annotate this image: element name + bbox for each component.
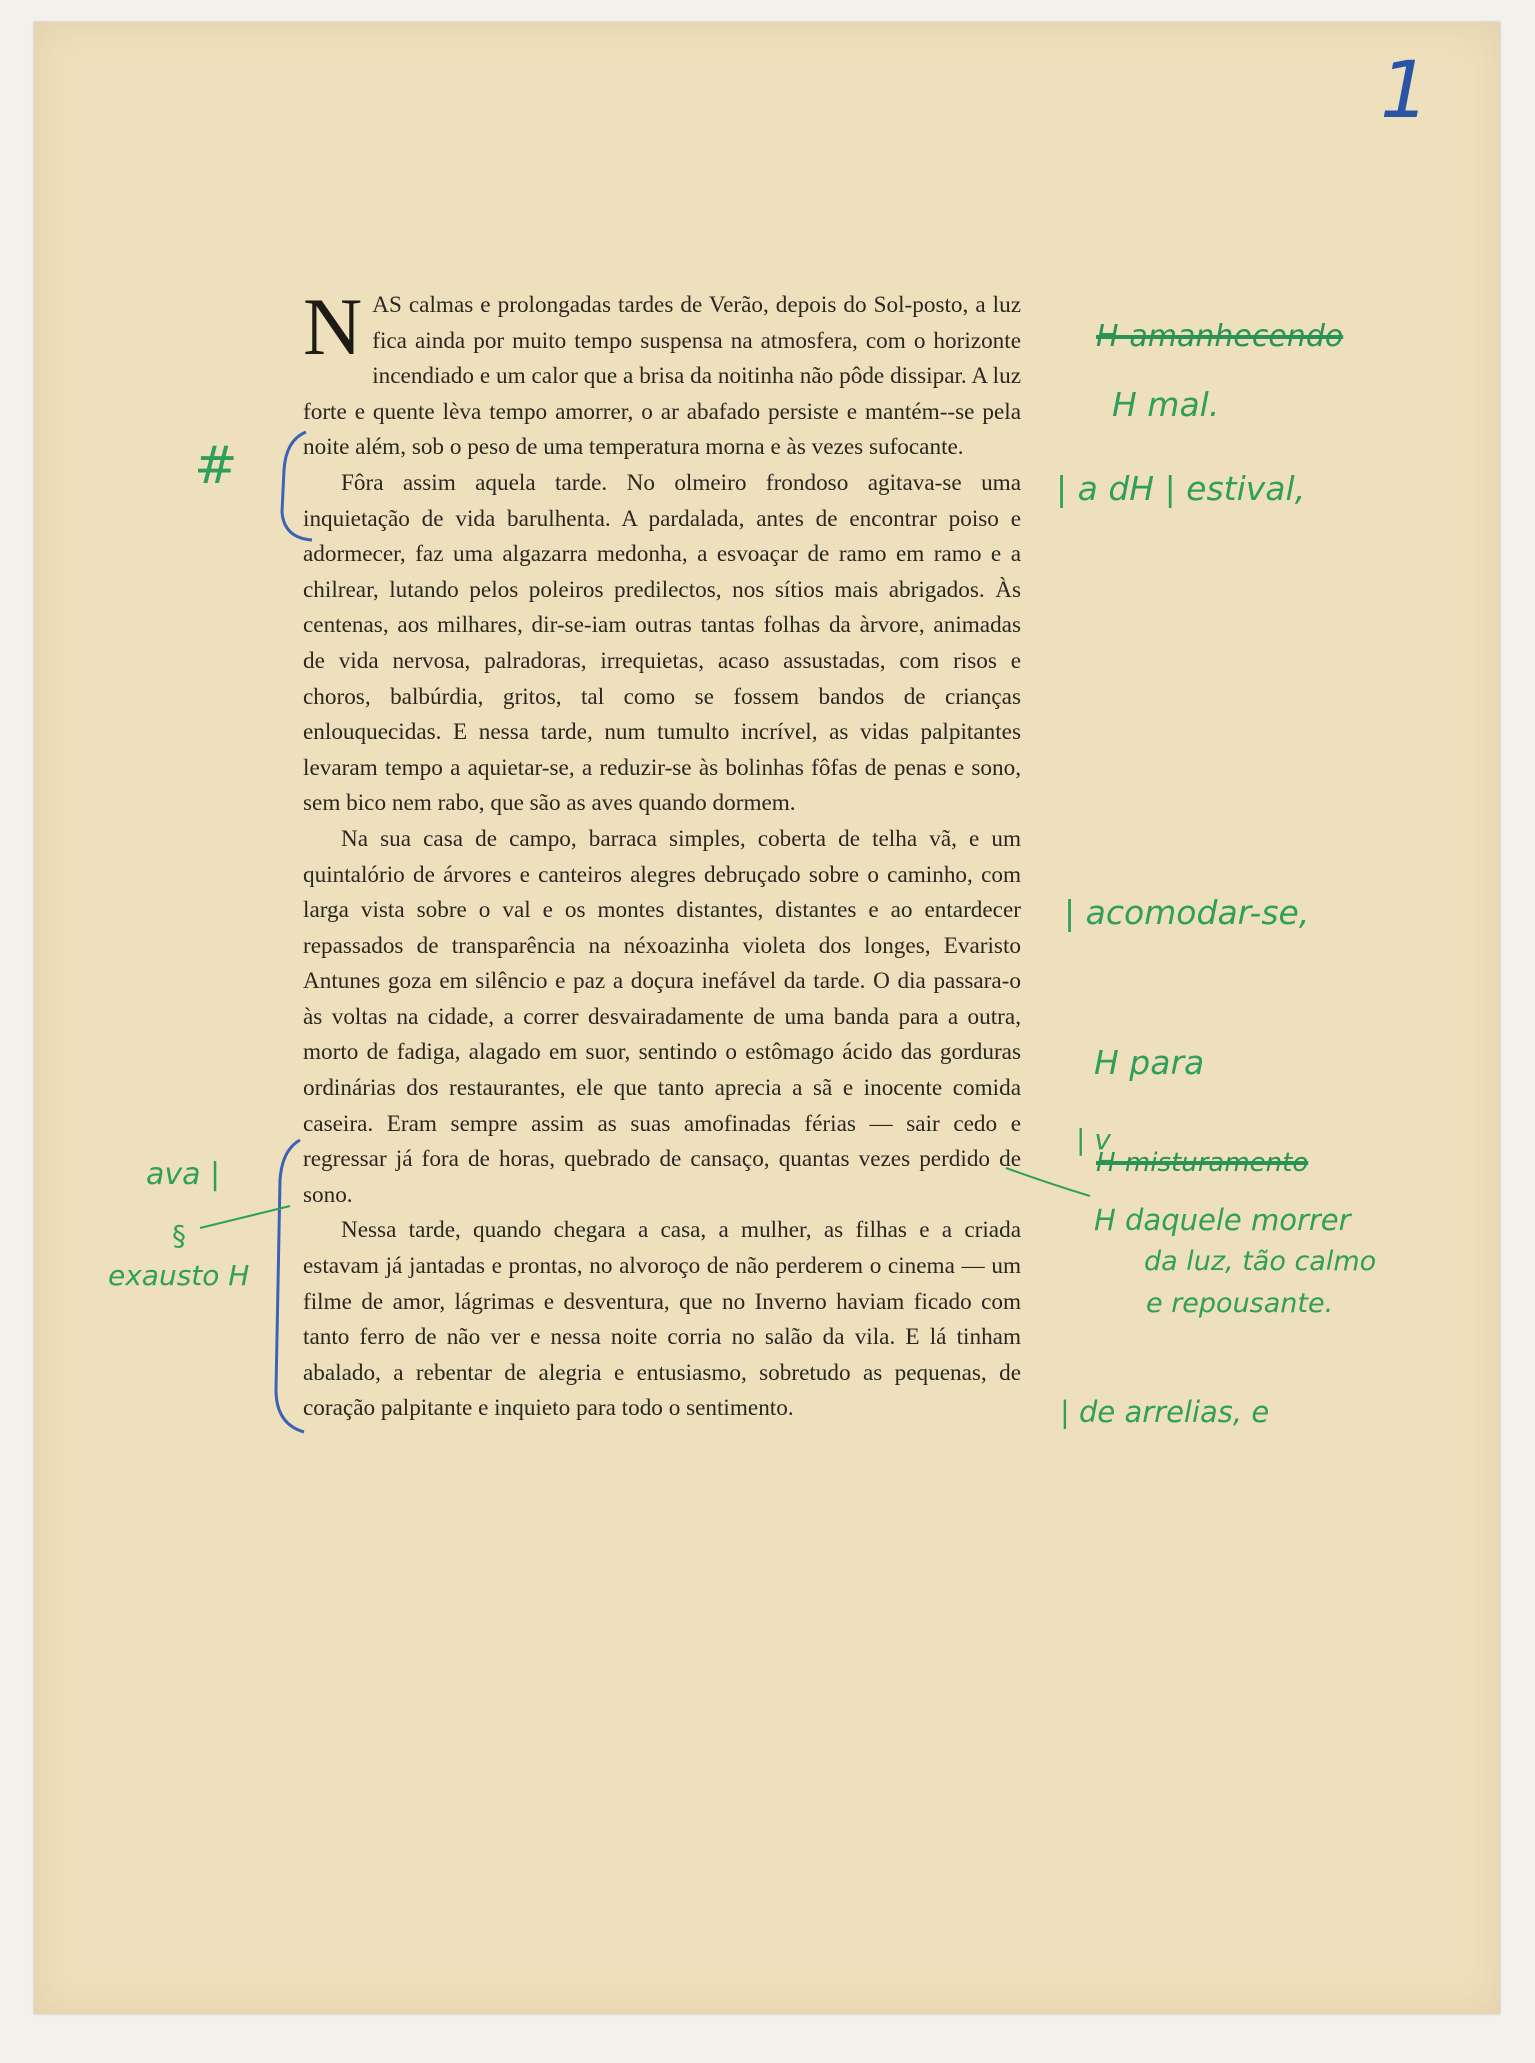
margin-note: H mal. — [1112, 385, 1220, 424]
margin-note-struck: H-misturamento — [1096, 1148, 1309, 1178]
margin-note: | v — [1076, 1123, 1111, 1156]
paragraph-1-text: AS calmas e prolongadas tardes de Verão, depois do Sol-posto, a luz fica ainda por muito tempo suspensa na atmosfera, com o horizonte incendiado e um calor que a brisa da noitinha não pôde dissipar. A luz forte e quente lèva tempo amorrer, o ar abafado persiste e mantém--se pela noite além, sob o peso de uma temperatura morna e às vezes sufocante. — [303, 292, 1021, 461]
margin-note: | de arrelias, e — [1060, 1395, 1270, 1429]
margin-note: e repousante. — [1146, 1288, 1334, 1319]
guide-line — [1006, 1168, 1090, 1196]
bracket-mark — [276, 1140, 304, 1432]
paragraph-4: Nessa tarde, quando chegara a casa, a mulher, as filhas e a criada estavam já jantadas e prontas, no alvoroço de não perderem o cinema — um filme de amor, lágrimas e desventura, que no Inverno haviam ficado com tanto ferro de não ver e nessa noite corria no salão da vila. E lá tinham abalado, a rebentar de alegria e entusiasmo, sobretudo as pequenas, de coração palpitante e inquieto para todo o sentimento. — [303, 1217, 1021, 1422]
margin-note: # — [194, 436, 238, 496]
margin-note-struck: H-amanhecendo — [1096, 319, 1344, 354]
bracket-mark — [282, 432, 312, 540]
paragraph-3: Na sua casa de campo, barraca simples, coberta de telha vã, e um quintalório de árvores e canteiros alegres debruçado sobre o caminho, com larga vista sobre o val e os montes distantes, distantes e ao entardecer repassados de transparência na néxoazinha violeta dos longes, Evaristo Antunes goza em silêncio e paz a doçura inefável da tarde. O dia passara-o às voltas na cidade, a correr desvairadamente de uma banda para a outra, morto de fadiga, alagado em suor, sentindo o estômago ácido das gorduras ordinárias dos restaurantes, ele que tanto aprecia a sã e inocente comida caseira. Eram sempre assim as suas amofinadas férias — sair cedo e regressar já fora de horas, quebrado de cansaço, quantas vezes perdido de sono. — [303, 825, 1021, 1208]
page-number: 1 — [1380, 46, 1430, 136]
guide-line — [200, 1206, 290, 1228]
margin-note: da luz, tão calmo — [1144, 1246, 1377, 1277]
margin-note: § — [172, 1219, 186, 1252]
margin-note: | acomodar-se, — [1064, 893, 1310, 932]
margin-note: ava | — [146, 1157, 221, 1192]
margin-note: H para — [1094, 1043, 1205, 1082]
margin-note: H daquele morrer — [1094, 1203, 1351, 1237]
paragraph-2: Fôra assim aquela tarde. No olmeiro frondoso agitava-se uma inquietação de vida barulhenta. A pardalada, antes de encontrar poiso e adormecer, faz uma algazarra medonha, a esvoaçar de ramo em ramo e a chilrear, lutando pelos poleiros predilectos, nos sítios mais abrigados. Às centenas, aos milhares, dir-se-iam outras tantas folhas da àrvore, animadas de vida nervosa, palradoras, irrequietas, acaso assustadas, com risos e choros, balbúrdia, gritos, tal como se fossem bandos de crianças enlouquecidas. E nessa tarde, num tumulto incrível, as vidas palpitantes levaram tempo a aquietar-se, a reduzir-se às bolinhas fôfas de penas e sono, sem bico nem rabo, que são as aves quando dormem. — [303, 469, 1021, 817]
dropcap: N — [303, 281, 363, 372]
margin-note: exausto H — [108, 1259, 250, 1292]
margin-note: | a dH | estival, — [1056, 469, 1306, 508]
